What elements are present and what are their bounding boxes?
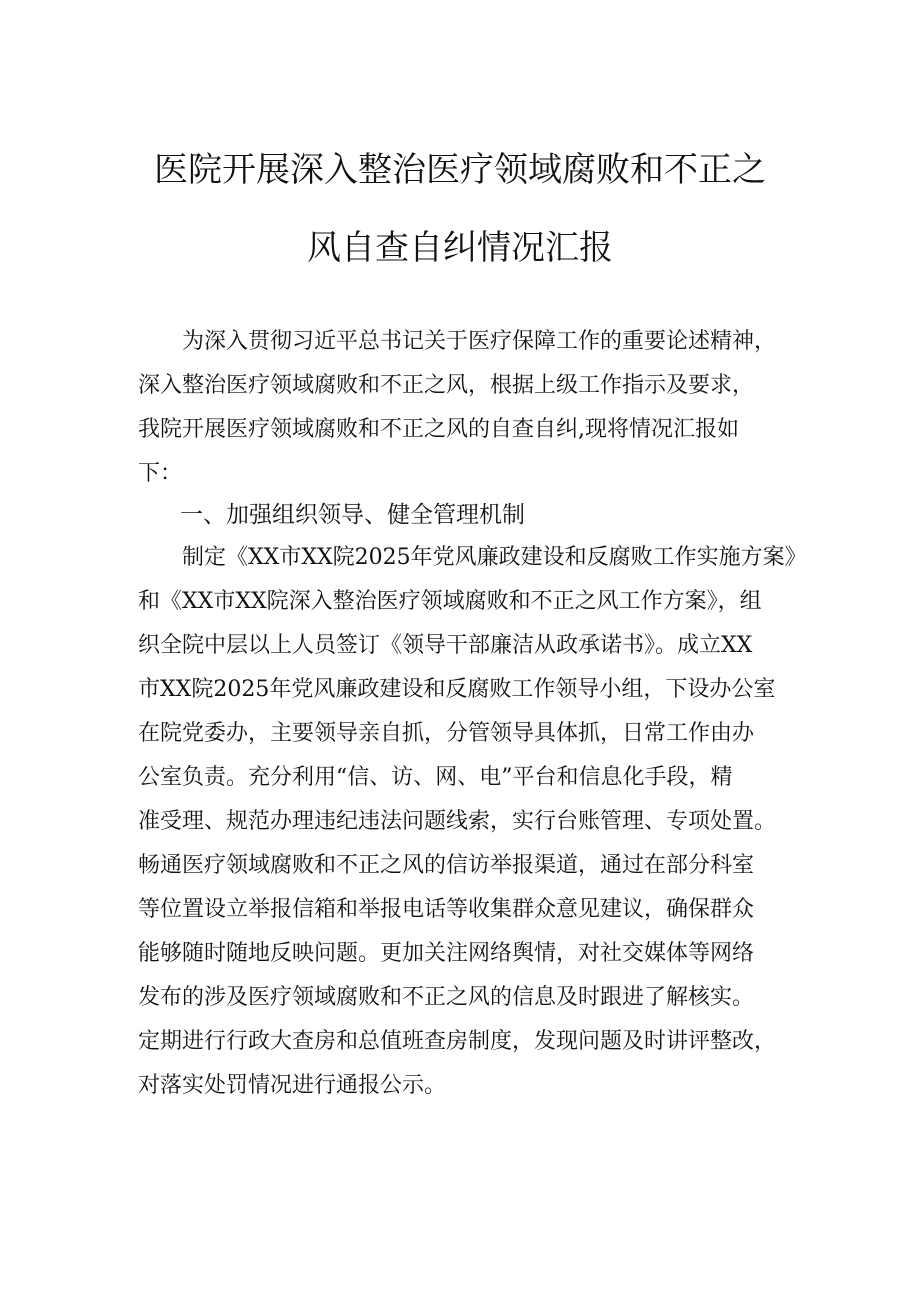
body-line: 发布的涉及医疗领域腐败和不正之风的信息及时跟进了解核实。 <box>138 985 755 1010</box>
body-line: 织全院中层以上人员签订《领导干部廉洁从政承诺书》。成立XX <box>138 633 753 658</box>
intro-line: 下： <box>138 461 183 486</box>
intro-line: 深入整治医疗领域腐败和不正之风，根据上级工作指示及要求， <box>138 373 755 398</box>
body-line: 公室负责。充分利用“信、访、网、电”平台和信息化手段，精 <box>138 765 733 790</box>
intro-paragraph <box>138 322 800 486</box>
document-title-line-2: 风自查自纠情况汇报 <box>307 228 613 268</box>
body-line: 市XX院2025年党风廉政建设和反腐败工作领导小组，下设办公室 <box>138 677 776 702</box>
section-1-heading: 一、加强组织领导、健全管理机制 <box>180 502 525 528</box>
body-line: 在院党委办，主要领导亲自抓，分管领导具体抓，日常工作由办 <box>138 721 755 746</box>
section-1-paragraph <box>138 538 807 1118</box>
document-title-line-1: 医院开展深入整治医疗领域腐败和不正之 <box>154 150 766 190</box>
intro-line: 我院开展医疗领域腐败和不正之风的自查自纠,现将情况汇报如 <box>138 417 739 442</box>
body-line: 和《XX市XX院深入整治医疗领域腐败和不正之风工作方案》，组 <box>138 589 762 614</box>
body-line: 制定《XX市XX院2025年党风廉政建设和反腐败工作实施方案》 <box>182 545 807 570</box>
body-line: 准受理、规范办理违纪违法问题线索，实行台账管理、专项处置。 <box>138 809 777 834</box>
intro-line: 为深入贯彻习近平总书记关于医疗保障工作的重要论述精神， <box>182 329 777 354</box>
body-line: 畅通医疗领域腐败和不正之风的信访举报渠道，通过在部分科室 <box>138 853 755 878</box>
body-line: 能够随时随地反映问题。更加关注网络舆情，对社交媒体等网络 <box>138 941 755 966</box>
body-line: 对落实处罚情况进行通报公示。 <box>138 1073 447 1098</box>
body-line: 定期进行行政大查房和总值班查房制度，发现问题及时讲评整改， <box>138 1029 777 1054</box>
body-line: 等位置设立举报信箱和举报电话等收集群众意见建议，确保群众 <box>138 897 755 922</box>
